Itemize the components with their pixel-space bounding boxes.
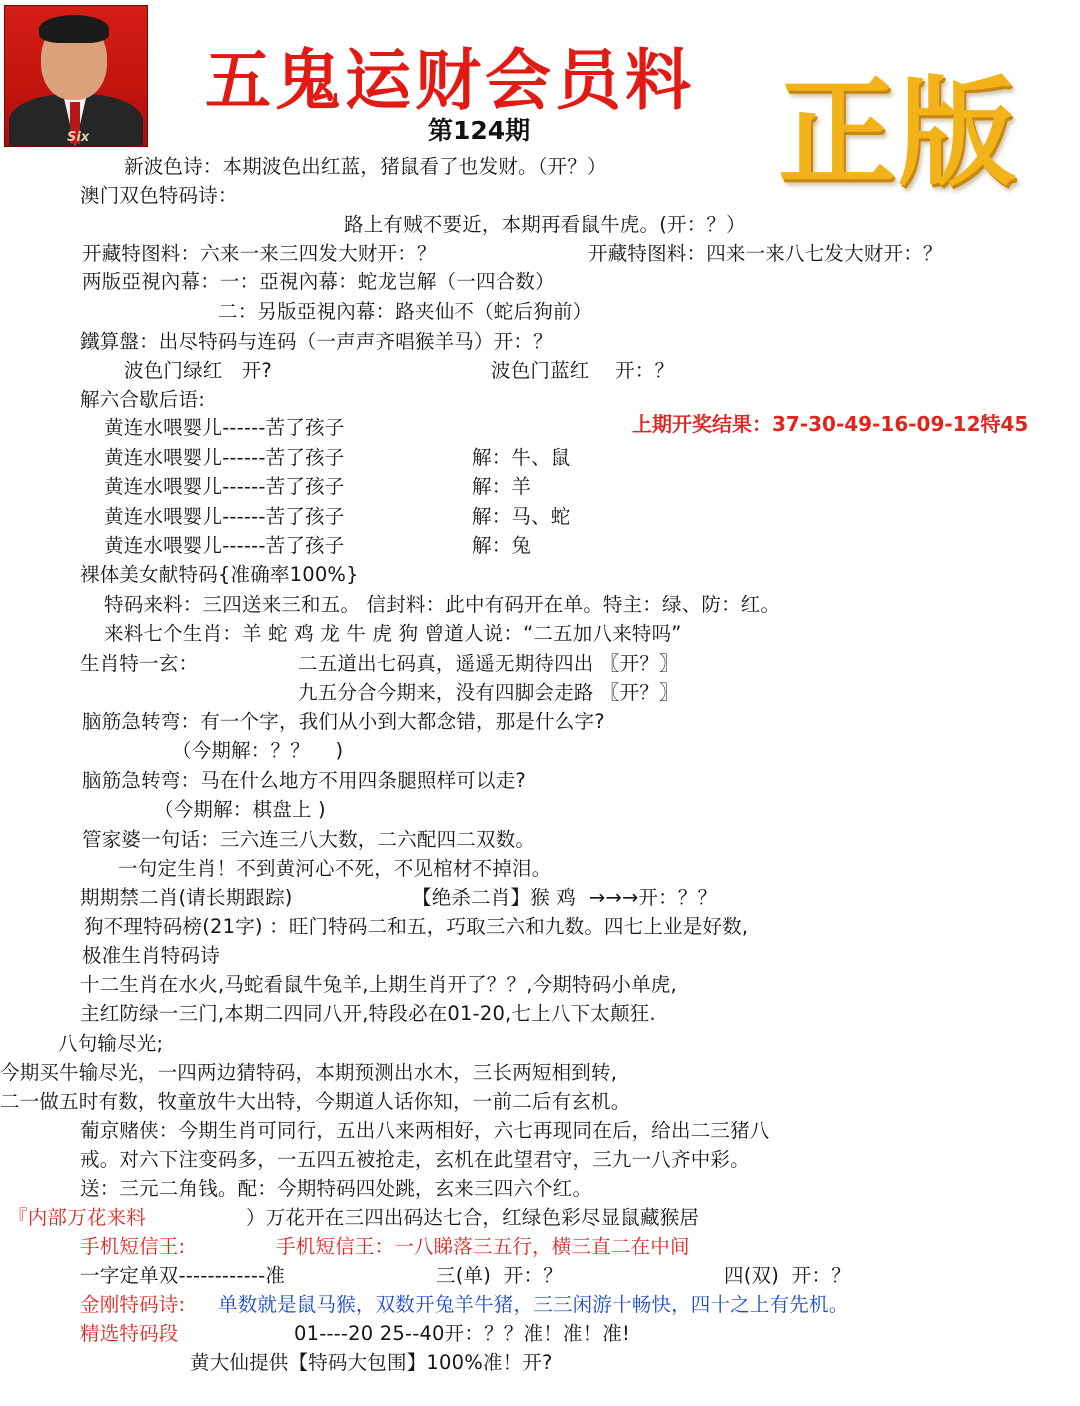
- text-line: 来料七个生肖：羊 蛇 鸡 龙 牛 虎 狗 曾道人说：“二五加八来特吗”: [104, 622, 682, 645]
- issue-number: 第124期: [428, 116, 531, 145]
- text-line: 波色门绿红 开?: [124, 359, 272, 382]
- text-line: 路上有贼不要近，本期再看鼠牛虎。(开：？）: [344, 213, 746, 236]
- text-line: 十二生肖在水火,马蛇看鼠牛兔羊,上期生肖开了？？,今期特码小单虎,: [80, 973, 677, 996]
- text-line: 戒。对六下注变码多，一五四五被抢走，玄机在此望君守，三九一八齐中彩。: [80, 1148, 750, 1171]
- portrait-hair: [39, 15, 109, 43]
- text-line: 单数就是鼠马猴，双数开兔羊牛猪，三三闲游十畅快，四十之上有先机。: [218, 1293, 849, 1316]
- text-line: 黄连水喂婴儿------苦了孩子: [104, 446, 345, 469]
- text-line: 一字定单双------------准: [80, 1264, 286, 1287]
- text-line: 开藏特图料：四来一来八七发大财开：？: [588, 242, 943, 265]
- text-line: 鐵算盤：出尽特码与连码（一声声齐唱猴羊马）开：？: [80, 330, 553, 353]
- text-line: 管家婆一句话：三六连三八大数，二六配四二双数。: [82, 828, 536, 851]
- text-line: 手机短信王:: [80, 1235, 186, 1258]
- text-line: 四(双) 开：？: [724, 1264, 851, 1287]
- text-line: 解：牛、鼠: [472, 446, 571, 469]
- text-line: 葡京赌侠：今期生肖可同行，五出八来两相好，六七再现同在后，给出二三猪八: [80, 1119, 770, 1142]
- text-line: 送：三元二角钱。配：今期特码四处跳，玄来三四六个红。: [80, 1177, 593, 1200]
- last-draw-result: 上期开奖结果：37-30-49-16-09-12特45: [632, 412, 1029, 436]
- text-line: 黄连水喂婴儿------苦了孩子: [104, 505, 345, 528]
- text-line: 八句输尽光;: [58, 1032, 164, 1055]
- text-line: ）万花开在三四出码达七合，红绿色彩尽显鼠藏猴居: [246, 1206, 700, 1229]
- text-line: 新波色诗：本期波色出红蓝，猪鼠看了也发财。（开？）: [124, 155, 607, 178]
- text-line: 两版亞視內幕：一：亞視內幕：蛇龙岂解（一四合数）: [82, 270, 555, 293]
- text-line: 脑筋急转弯：有一个字，我们从小到大都念错，那是什么字?: [82, 710, 605, 733]
- text-line: 解：兔: [472, 534, 532, 557]
- text-line: 解：马、蛇: [472, 505, 571, 528]
- text-line: 澳门双色特码诗：: [80, 184, 238, 207]
- text-line: 二五道出七码真，遥遥无期待四出 〖开？〗: [298, 652, 679, 675]
- text-line: 黄连水喂婴儿------苦了孩子: [104, 416, 345, 439]
- text-line: 九五分合今期来，没有四脚会走路 〖开？〗: [298, 681, 679, 704]
- text-line: 脑筋急转弯：马在什么地方不用四条腿照样可以走?: [82, 769, 526, 792]
- text-line: 狗不理特码榜(21字) ：旺门特码二和五，巧取三六和九数。四七上业是好数,: [84, 915, 749, 938]
- text-line: （今期解：棋盘上 ): [154, 798, 326, 821]
- text-line: 今期买牛输尽光，一四两边猜特码，本期预测出水木，三长两短相到转,: [0, 1061, 618, 1084]
- text-line: 期期禁二肖(请长期跟踪): [80, 886, 293, 909]
- text-line: 三(单) 开：？: [436, 1264, 563, 1287]
- text-line: 黄连水喂婴儿------苦了孩子: [104, 475, 345, 498]
- text-line: 解：羊: [472, 475, 532, 498]
- text-line: 开藏特图料：六来一来三四发大财开：？: [82, 242, 437, 265]
- text-line: 极准生肖特码诗: [82, 944, 220, 967]
- text-line: 特码来料：三四送来三和五。 信封料：此中有码开在单。特主：绿、防：红。: [104, 593, 781, 616]
- text-line: 一句定生肖！不到黄河心不死，不见棺材不掉泪。: [118, 857, 552, 880]
- text-line: 手机短信王：一八睇落三五行，横三直二在中间: [276, 1235, 690, 1258]
- text-line: 二：另版亞視內幕：路夹仙不（蛇后狗前）: [218, 300, 593, 323]
- portrait-photo: [4, 5, 148, 147]
- text-line: 黄大仙提供【特码大包围】100%准！开?: [190, 1351, 553, 1374]
- text-line: 01----20 25--40开：？？准！准！准!: [294, 1322, 630, 1345]
- text-line: （今期解：？？ ): [172, 739, 344, 762]
- text-line: 黄连水喂婴儿------苦了孩子: [104, 534, 345, 557]
- text-line: 解六合歇后语:: [80, 388, 205, 411]
- page-title: 五鬼运财会员料: [205, 41, 695, 119]
- text-line: 波色门蓝红 开：？: [491, 359, 675, 382]
- authentic-stamp: 正版: [778, 63, 1019, 202]
- photo-watermark: Six: [67, 130, 90, 145]
- text-line: 二一做五时有数，牧童放牛大出特，今期道人话你知，一前二后有玄机。: [0, 1090, 631, 1113]
- text-line: 『内部万花来料: [8, 1206, 146, 1229]
- text-line: 主红防绿一三门,本期二四同八开,特段必在01-20,七上八下太颠狂.: [80, 1002, 656, 1025]
- text-line: 【绝杀二肖】猴 鸡 →→→开：？？: [412, 886, 718, 909]
- text-line: 精选特码段: [80, 1322, 179, 1345]
- text-line: 生肖特一玄：: [80, 652, 199, 675]
- text-line: 金刚特码诗:: [80, 1293, 186, 1316]
- text-line: 裸体美女献特码{准确率100%}: [80, 563, 359, 586]
